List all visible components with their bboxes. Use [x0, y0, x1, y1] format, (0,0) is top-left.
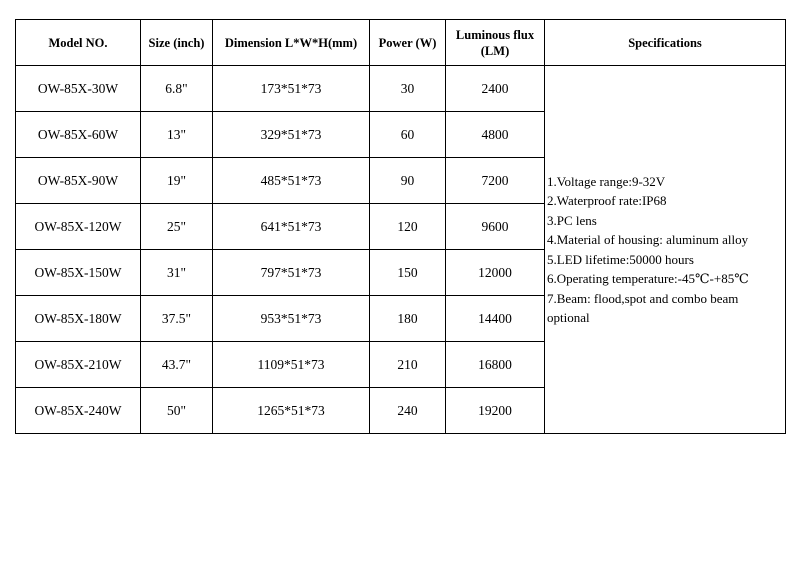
cell-dimension: 641*51*73	[213, 204, 370, 250]
cell-flux: 12000	[446, 250, 545, 296]
cell-power: 240	[370, 388, 446, 434]
cell-power: 120	[370, 204, 446, 250]
cell-flux: 14400	[446, 296, 545, 342]
cell-power: 30	[370, 66, 446, 112]
cell-dimension: 485*51*73	[213, 158, 370, 204]
cell-model: OW-85X-30W	[16, 66, 141, 112]
cell-size: 19"	[141, 158, 213, 204]
cell-model: OW-85X-90W	[16, 158, 141, 204]
specifications-cell	[545, 66, 786, 434]
cell-dimension: 1109*51*73	[213, 342, 370, 388]
cell-power: 90	[370, 158, 446, 204]
spec-line: 1.Voltage range:9-32V	[547, 173, 666, 189]
cell-model: OW-85X-150W	[16, 250, 141, 296]
cell-size: 6.8"	[141, 66, 213, 112]
cell-flux: 19200	[446, 388, 545, 434]
cell-dimension: 797*51*73	[213, 250, 370, 296]
cell-size: 25"	[141, 204, 213, 250]
spec-line: 6.Operating temperature:-45℃-+85℃	[547, 271, 749, 286]
cell-dimension: 329*51*73	[213, 112, 370, 158]
cell-size: 50"	[141, 388, 213, 434]
cell-model: OW-85X-180W	[16, 296, 141, 342]
cell-power: 150	[370, 250, 446, 296]
cell-dimension: 173*51*73	[213, 66, 370, 112]
cell-power: 210	[370, 342, 446, 388]
spec-line: 3.PC lens	[547, 212, 597, 228]
header-power: Power (W)	[370, 20, 446, 66]
cell-power: 60	[370, 112, 446, 158]
header-size: Size (inch)	[141, 20, 213, 66]
cell-size: 43.7"	[141, 342, 213, 388]
cell-power: 180	[370, 296, 446, 342]
cell-model: OW-85X-210W	[16, 342, 141, 388]
cell-size: 37.5"	[141, 296, 213, 342]
table-row	[16, 66, 786, 112]
header-dimension: Dimension L*W*H(mm)	[213, 20, 370, 66]
header-row	[16, 20, 786, 66]
header-model: Model NO.	[16, 20, 141, 66]
cell-model: OW-85X-240W	[16, 388, 141, 434]
spec-line: 2.Waterproof rate:IP68	[547, 193, 667, 208]
cell-model: OW-85X-60W	[16, 112, 141, 158]
spec-line: 4.Material of housing: aluminum alloy	[547, 232, 749, 247]
cell-size: 31"	[141, 250, 213, 296]
header-specifications: Specifications	[545, 20, 786, 66]
spec-line: 7.Beam: flood,spot and combo beam optional	[547, 290, 739, 325]
cell-flux: 9600	[446, 204, 545, 250]
spec-line: 5.LED lifetime:50000 hours	[547, 251, 694, 267]
cell-size: 13"	[141, 112, 213, 158]
cell-flux: 4800	[446, 112, 545, 158]
cell-dimension: 1265*51*73	[213, 388, 370, 434]
cell-flux: 16800	[446, 342, 545, 388]
cell-dimension: 953*51*73	[213, 296, 370, 342]
cell-flux: 2400	[446, 66, 545, 112]
header-flux: Luminous flux (LM)	[446, 20, 545, 66]
cell-model: OW-85X-120W	[16, 204, 141, 250]
cell-flux: 7200	[446, 158, 545, 204]
spec-table	[15, 19, 786, 434]
